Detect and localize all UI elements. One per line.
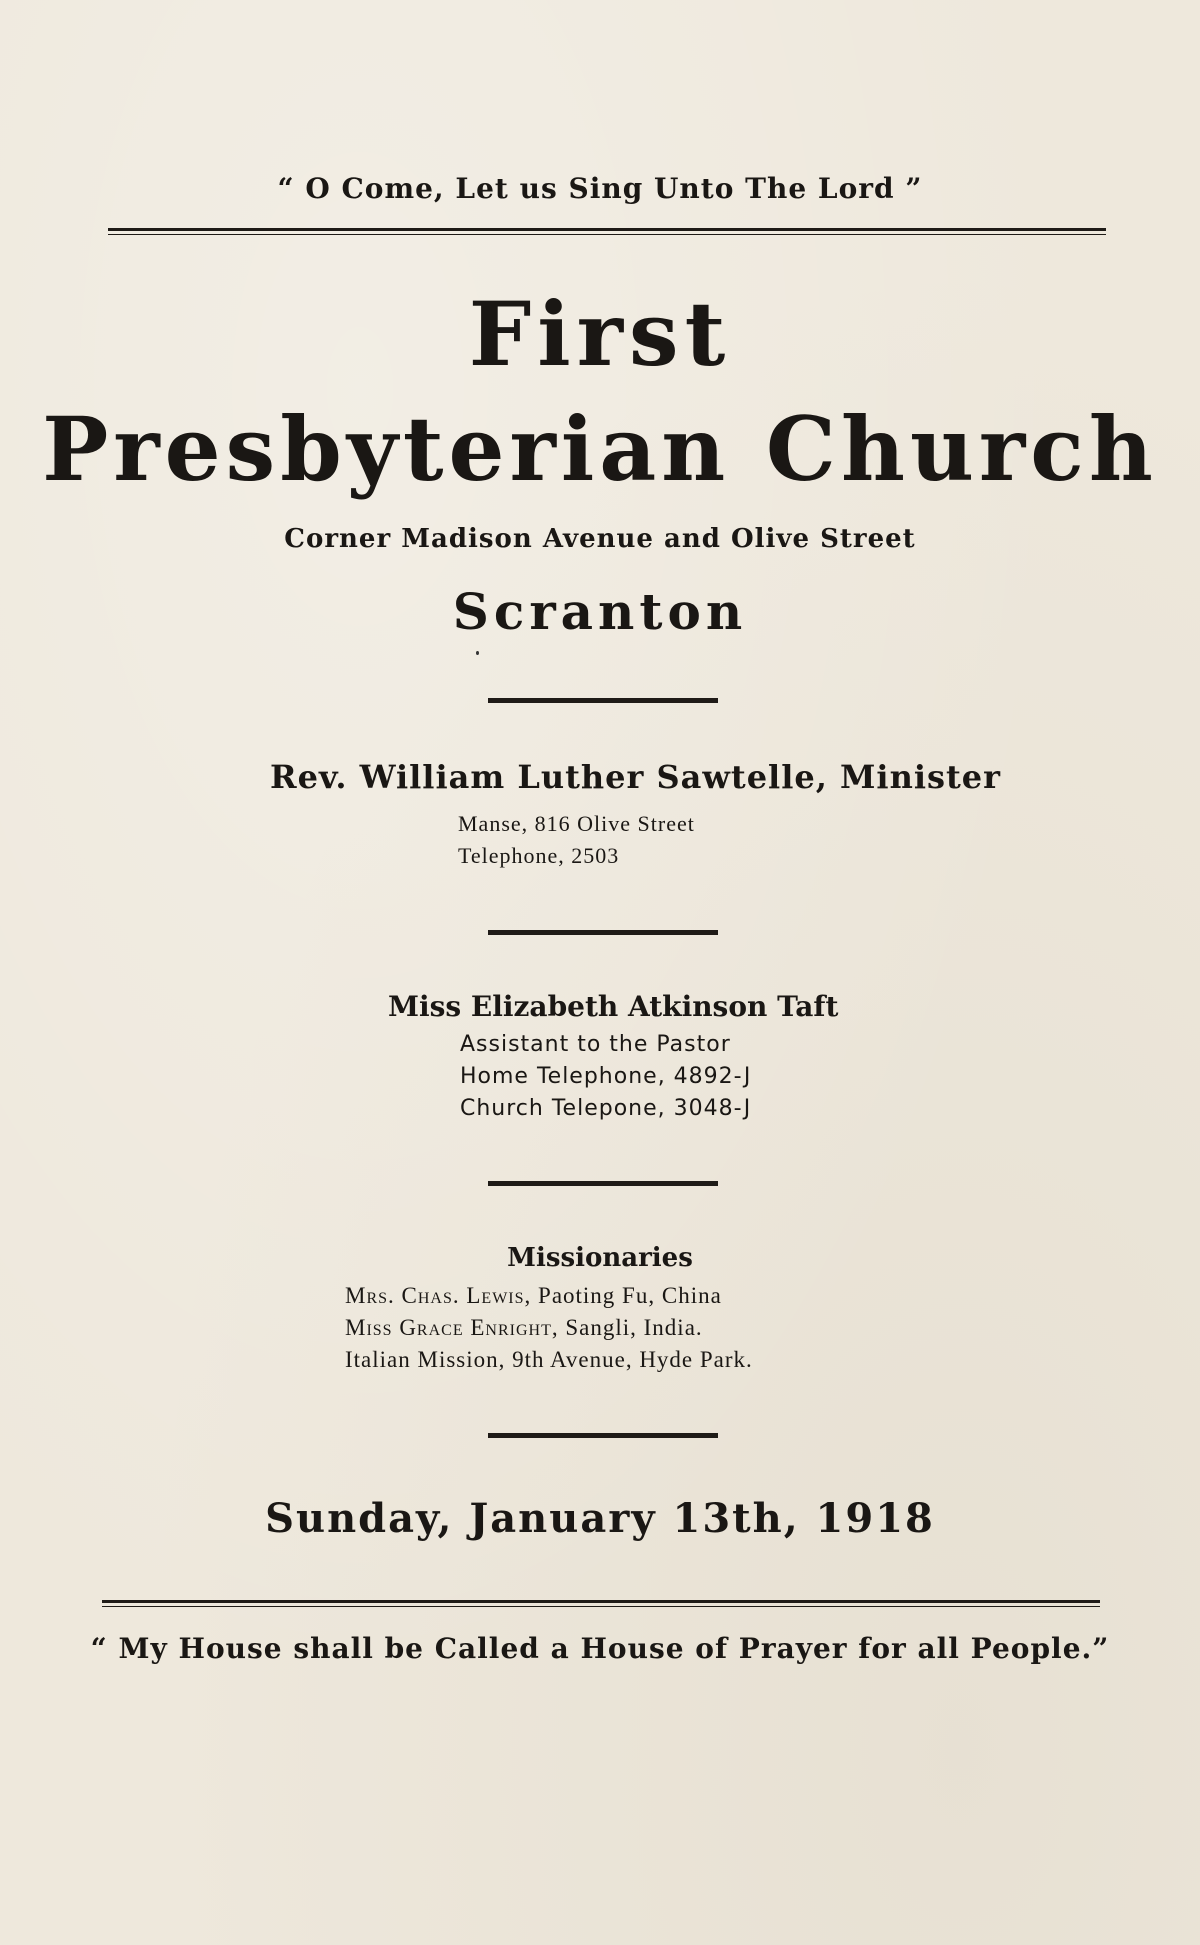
church-city: Scranton	[452, 582, 748, 641]
missionary-entry	[345, 1312, 905, 1344]
missionaries-list	[345, 1280, 905, 1376]
missionary-name: Mrs. Chas. Lewis	[345, 1283, 525, 1308]
ink-speck	[476, 651, 479, 655]
missionary-name: Miss Grace Enright	[345, 1315, 552, 1340]
missionary-entry	[345, 1344, 905, 1376]
service-date: Sunday, January 13th, 1918	[265, 1495, 935, 1542]
missionaries-heading: Missionaries	[507, 1243, 693, 1273]
divider-rule-3	[488, 1181, 718, 1186]
minister-manse: Manse, 816 Olive Street	[458, 811, 695, 836]
assistant-name: Miss Elizabeth Atkinson Taft	[388, 990, 839, 1023]
top-double-rule	[108, 228, 1106, 235]
title-church: Presbyterian Church	[42, 397, 1158, 501]
assistant-church-phone: Church Telepone, 3048-J	[460, 1096, 752, 1121]
top-motto: “ O Come, Let us Sing Unto The Lord ”	[277, 172, 923, 205]
divider-rule-4	[488, 1433, 718, 1438]
missionary-place: , Paoting Fu, China	[524, 1283, 722, 1308]
divider-rule-1	[488, 698, 718, 703]
missionary-place: Italian Mission, 9th Avenue, Hyde Park.	[345, 1347, 753, 1372]
title-first: First	[468, 282, 732, 386]
missionary-place: , Sangli, India.	[551, 1315, 703, 1340]
bottom-motto: “ My House shall be Called a House of Prayer for all People.”	[90, 1632, 1110, 1665]
assistant-role: Assistant to the Pastor	[460, 1032, 731, 1057]
bottom-double-rule	[102, 1600, 1100, 1607]
assistant-details	[460, 1029, 751, 1125]
minister-telephone: Telephone, 2503	[458, 843, 620, 868]
missionary-entry	[345, 1280, 905, 1312]
assistant-home-phone: Home Telephone, 4892-J	[460, 1064, 752, 1089]
church-address: Corner Madison Avenue and Olive Street	[284, 524, 916, 554]
divider-rule-2	[488, 930, 718, 935]
minister-name: Rev. William Luther Sawtelle, Minister	[270, 758, 1002, 796]
minister-details	[458, 808, 695, 872]
